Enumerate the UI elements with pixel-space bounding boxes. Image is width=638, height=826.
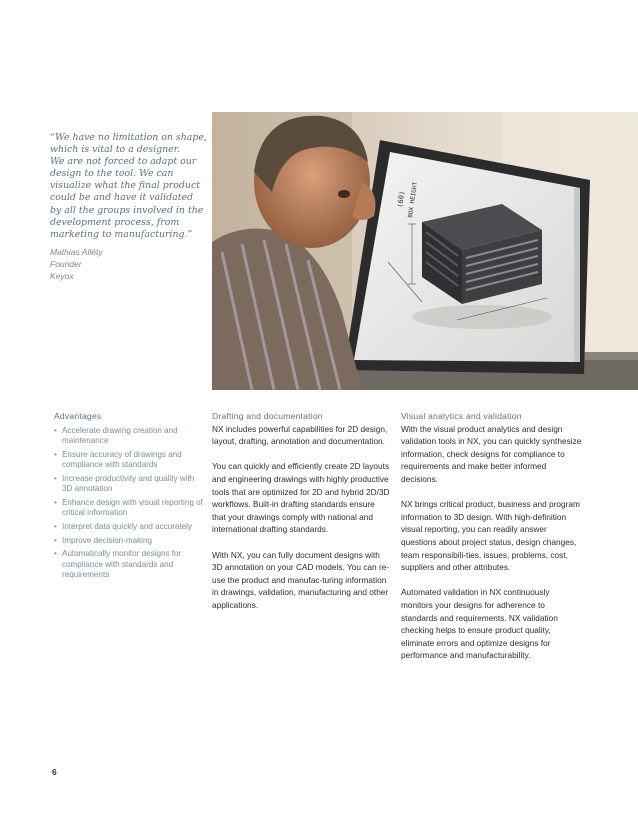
- advantages-list: [54, 426, 204, 581]
- hero-photo: [212, 112, 638, 390]
- list-item: • Enhance design with visual reporting of critical information: [54, 498, 204, 519]
- list-item: • Accelerate drawing creation and maintenance: [54, 426, 204, 447]
- list-item: • Interpret data quickly and accurately: [54, 522, 204, 532]
- visual-paragraph: Automated validation in NX continuously monitors your designs for adherence to standards and requirements. NX validation checking helps to ensure product quality, eliminate errors and optimize designs for performance and manufacturability.: [401, 587, 558, 661]
- visual-analytics-section: [401, 410, 583, 674]
- quote-text: “We have no limitation on shape, which is vital to a designer. We are not forced to adapt our design to the tool. We can visualize what the final product could be and have it validated by all the groups involved in the development process, from marketing to manufacturing.”: [50, 132, 207, 240]
- visual-paragraph: NX brings critical product, business and program information to 3D design. With high-definition visual reporting, you can readily answer questions about project status, design changes, team responsibili-ties, issues, problems, cost, suppliers and other attributes.: [401, 499, 580, 573]
- drafting-section: [212, 410, 390, 624]
- drafting-paragraph: With NX, you can fully document designs with 3D annotation on your CAD models. You can re-use the product and manufac-turing information in drawings, validation, manufacturing and other applications.: [212, 549, 390, 610]
- list-item: • Improve decision-making: [54, 536, 204, 546]
- visual-heading: Visual analytics and validation: [401, 411, 522, 421]
- list-item: • Increase productivity and quality with 3D annotation: [54, 474, 204, 495]
- drafting-heading: Drafting and documentation: [212, 411, 323, 421]
- page-number: 6: [52, 767, 57, 777]
- customer-quote: [50, 132, 210, 282]
- advantages-section: [54, 410, 204, 584]
- screen-label-2: BOX HEIGHT: [407, 181, 420, 219]
- list-item: • Automatically monitor designs for compliance with standards and requirements: [54, 549, 204, 580]
- quote-attribution: Mathias Alléty Founder Keyox: [50, 246, 103, 281]
- screen-label-1: (60): [396, 190, 407, 209]
- visual-paragraph: With the visual product analytics and design validation tools in NX, you can quickly synthesize information, check designs for compliance to requirements and make better informed decisions.: [401, 423, 582, 484]
- list-item: • Ensure accuracy of drawings and compliance with standards: [54, 450, 204, 471]
- drafting-paragraph: You can quickly and efficiently create 2D layouts and engineering drawings with highly productive tools that are optimized for 2D and hybrid 2D/3D workflows. Built-in drafting standards ensure that your drawings comply with national and international drafting standards.: [212, 461, 390, 535]
- drafting-paragraph: NX includes powerful capabilities for 2D design, layout, drafting, annotation and documentation.: [212, 423, 388, 447]
- monitor: [344, 140, 590, 374]
- advantages-heading: Advantages: [54, 411, 102, 421]
